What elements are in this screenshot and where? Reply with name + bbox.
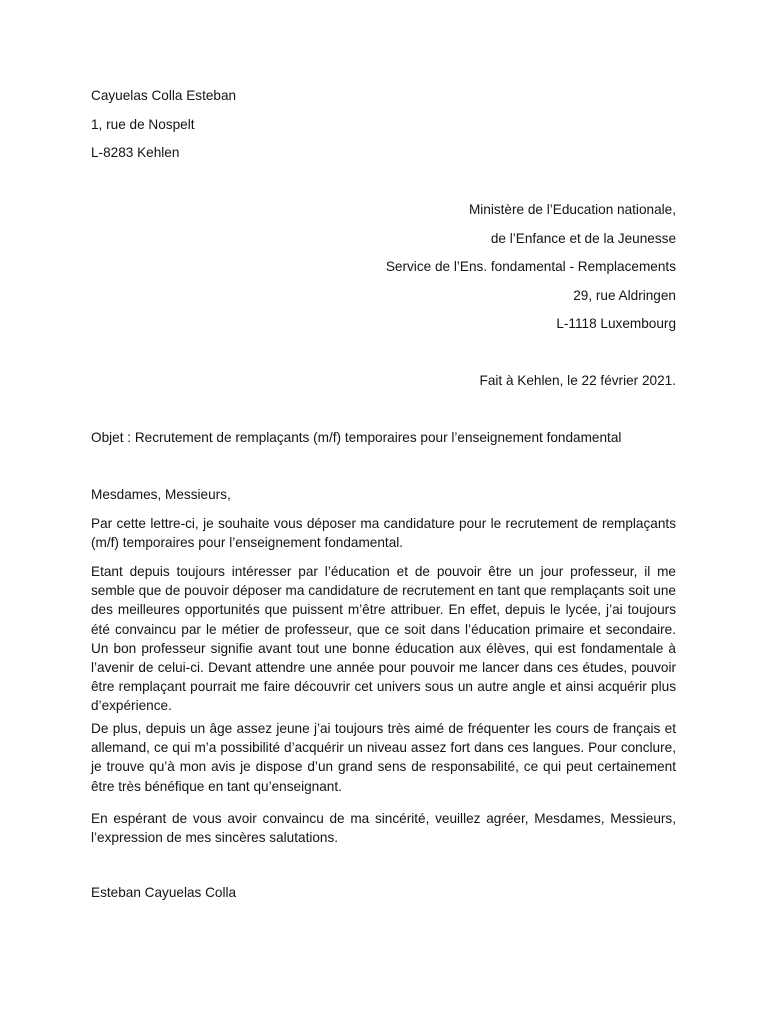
recipient-line-3: Service de l’Ens. fondamental - Remplacements: [385, 259, 676, 274]
recipient-line-4: 29, rue Aldringen: [573, 288, 676, 303]
sender-street: 1, rue de Nospelt: [91, 117, 195, 132]
paragraph-1: Par cette lettre-ci, je souhaite vous déposer ma candidature pour le recrutement de remplaçants (m/f) temporaires pour l’enseignement fondamental.: [91, 516, 676, 551]
place-date: Fait à Kehlen, le 22 février 2021.: [479, 373, 676, 388]
recipient-line-1: Ministère de l’Education nationale,: [468, 202, 676, 217]
recipient-line-2: de l’Enfance et de la Jeunesse: [490, 231, 676, 246]
sender-city: L-8283 Kehlen: [91, 145, 180, 160]
subject-line: Objet : Recrutement de remplaçants (m/f) temporaires pour l’enseignement fondamental: [91, 430, 622, 445]
sender-name: Cayuelas Colla Esteban: [91, 88, 237, 103]
salutation: Mesdames, Messieurs,: [91, 487, 231, 502]
recipient-line-5: L-1118 Luxembourg: [556, 316, 676, 331]
signature-name: Esteban Cayuelas Colla: [91, 885, 237, 900]
paragraph-2: Etant depuis toujours intéresser par l’éducation et de pouvoir être un jour professeur, il me semble que de pouvoir déposer ma candidature de recrutement en tant que remplaçants soit une des meilleures opportunités que puissent m’être attribuer. En effet, depuis le lycée, j’ai toujours été convaincu par le métier de professeur, que ce soit dans l’éducation primaire et secondaire. Un bon professeur signifie avant tout une bonne éducation aux élèves, qui est fondamentale à l’avenir de celui-ci. Devant attendre une année pour pouvoir me lancer dans ces études, pouvoir être remplaçant pourrait me faire découvrir cet univers sous un autre angle et ainsi acquérir plus d’expérience.: [91, 564, 676, 714]
paragraph-3: De plus, depuis un âge assez jeune j’ai toujours très aimé de fréquenter les cours de français et allemand, ce qui m’a possibilité d’acquérir un niveau assez fort dans ces langues. Pour conclure, je trouve qu’à mon avis je dispose d’un grand sens de responsabilité, ce qui peut certainement être très bénéfique en tant qu’enseignant.: [91, 721, 676, 794]
paragraph-4: En espérant de vous avoir convaincu de ma sincérité, veuillez agréer, Mesdames, Messieurs, l’expression de mes sincères salutations.: [91, 811, 676, 846]
